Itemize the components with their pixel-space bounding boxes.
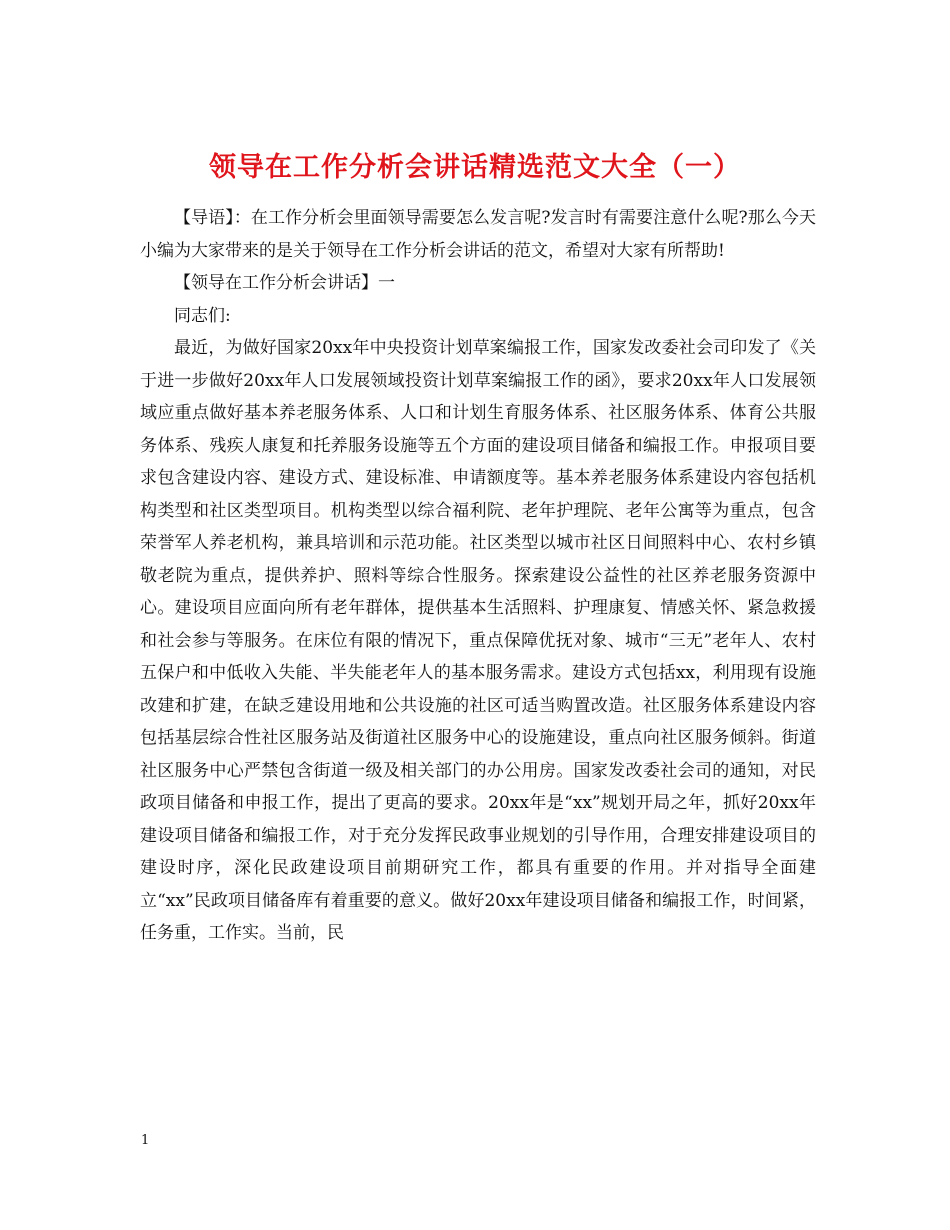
document-title: 领导在工作分析会讲话精选范文大全（一） bbox=[209, 152, 741, 184]
section-heading: 【领导在工作分析会讲话】一 bbox=[174, 273, 395, 293]
body-paragraph: 最近，为做好国家20xx年中央投资计划草案编报工作，国家发改委社会司印发了《关于进一步做好20xx年人口发展领域投资计划草案编报工作的函》，要求20xx年人口发展领域应重点做好基本养老服务体系、人口和计划生育服务体系、社区服务体系、体育公共服务体系、残疾人康复和托养服务设施等五个方面的建设项目储备和编报工作。申报项目要求包含建设内容、建设方式、建设标准、申请额度等。基本养老服务体系建设内容包括机构类型和社区类型项目。机构类型以综合福利院、老年护理院、老年公寓等为重点，包含荣誉军人养老机构，兼具培训和示范功能。社区类型以城市社区日间照料中心、农村乡镇敬老院为重点，提供养护、照料等综合性服务。探索建设公益性的社区养老服务资源中心。建设项目应面向所有老年群体，提供基本生活照料、护理康复、情感关怀、紧急救援和社会参与等服务。在床位有限的情况下，重点保障优抚对象、城市“三无”老年人、农村五保户和中低收入失能、半失能老年人的基本服务需求。建设方式包括xx，利用现有设施改建和扩建，在缺乏建设用地和公共设施的社区可适当购置改造。社区服务体系建设内容包括基层综合性社区服务站及街道社区服务中心的设施建设，重点向社区服务倾斜。街道社区服务中心严禁包含街道一级及相关部门的办公用房。国家发改委社会司的通知，对民政项目储备和申报工作，提出了更高的要求。20xx年是“xx”规划开局之年，抓好20xx年建设项目储备和编报工作，对于充分发挥民政事业规划的引导作用，合理安排建设项目的建设时序，深化民政建设项目前期研究工作，都具有重要的作用。并对指导全面建立“xx”民政项目储备库有着重要的意义。做好20xx年建设项目储备和编报工作，时间紧，任务重，工作实。当前，民 bbox=[140, 338, 816, 943]
document-body bbox=[140, 202, 816, 950]
page-number: 1 bbox=[141, 1133, 150, 1148]
intro-paragraph: 【导语】：在工作分析会里面领导需要怎么发言呢?发言时有需要注意什么呢?那么今天小编为大家带来的是关于领导在工作分析会讲话的范文，希望对大家有所帮助! bbox=[140, 208, 816, 261]
salutation: 同志们: bbox=[174, 305, 231, 326]
